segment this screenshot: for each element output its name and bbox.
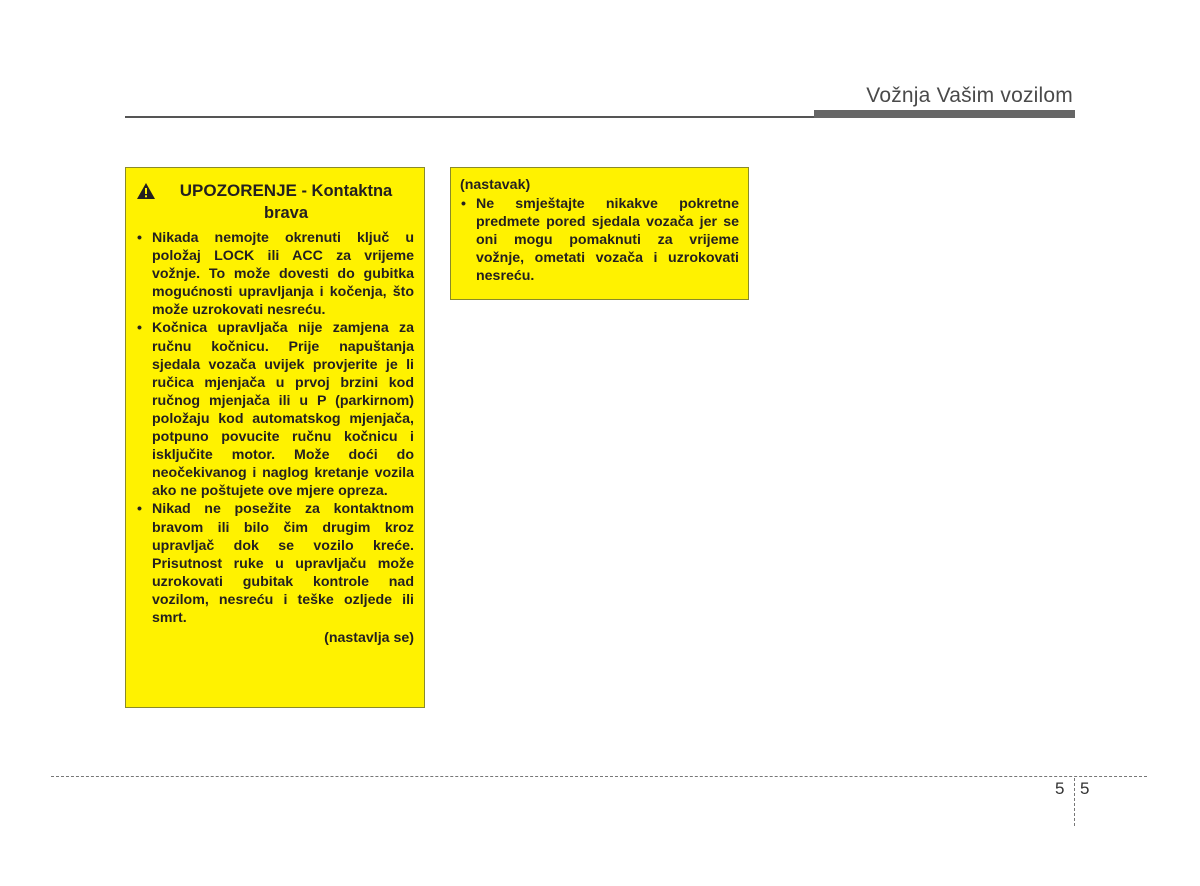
page-number: 5	[1080, 779, 1090, 798]
continues-note: (nastavlja se)	[324, 630, 414, 647]
continued-warning-box	[450, 167, 749, 300]
header-rule	[125, 116, 815, 118]
continued-list	[460, 195, 739, 285]
warning-box	[125, 167, 425, 708]
footer-rule	[51, 776, 1147, 777]
warning-triangle-icon	[136, 182, 158, 205]
continued-label: (nastavak)	[460, 177, 531, 193]
warning-title	[158, 180, 414, 224]
header-rule-accent	[814, 110, 1075, 118]
chapter-number: 5	[1055, 779, 1065, 798]
list-item: • Ne smještajte nikakve pokretne predmete pored sjedala vozača jer se oni mogu pomaknuti za vrijeme vožnje, ometati vozača i uzrokovati nesreću.	[460, 195, 739, 285]
list-item: • Kočnica upravljača nije zamjena za ručnu kočnicu. Prije napuštanja sjedala vozača uvijek provjerite je li ručica mjenjača u prvoj brzini kod ručnog mjenjača ili u P (parkirnom) položaju kod automatskog mjenjača, potpuno povucite ručnu kočnicu i isključite motor. Može doći do neočekivanog i naglog kretanje vozila ako ne poštujete ove mjere opreza.	[136, 319, 414, 500]
section-title: Vožnja Vašim vozilom	[866, 84, 1073, 107]
warning-title-strong: UPOZORENJE	[179, 181, 297, 200]
warning-list	[136, 229, 414, 627]
list-item: • Nikad ne posežite za kontaktnom bravom ili bilo čim drugim kroz upravljač dok se vozilo kreće. Prisutnost ruke u upravljaču može uzrokovati gubitak kontrole nad vozilom, nesreću i teške ozljede ili smrt.	[136, 500, 414, 627]
list-item: • Nikada nemojte okrenuti ključ u položaj LOCK ili ACC za vrijeme vožnje. To može dovesti do gubitka mogućnosti upravljanja i kočenja, što može uzrokovati nesreću.	[136, 229, 414, 319]
warning-title-rest: - Kontaktna brava	[263, 182, 393, 222]
warning-heading	[136, 180, 414, 224]
footer-divider	[1074, 778, 1075, 826]
